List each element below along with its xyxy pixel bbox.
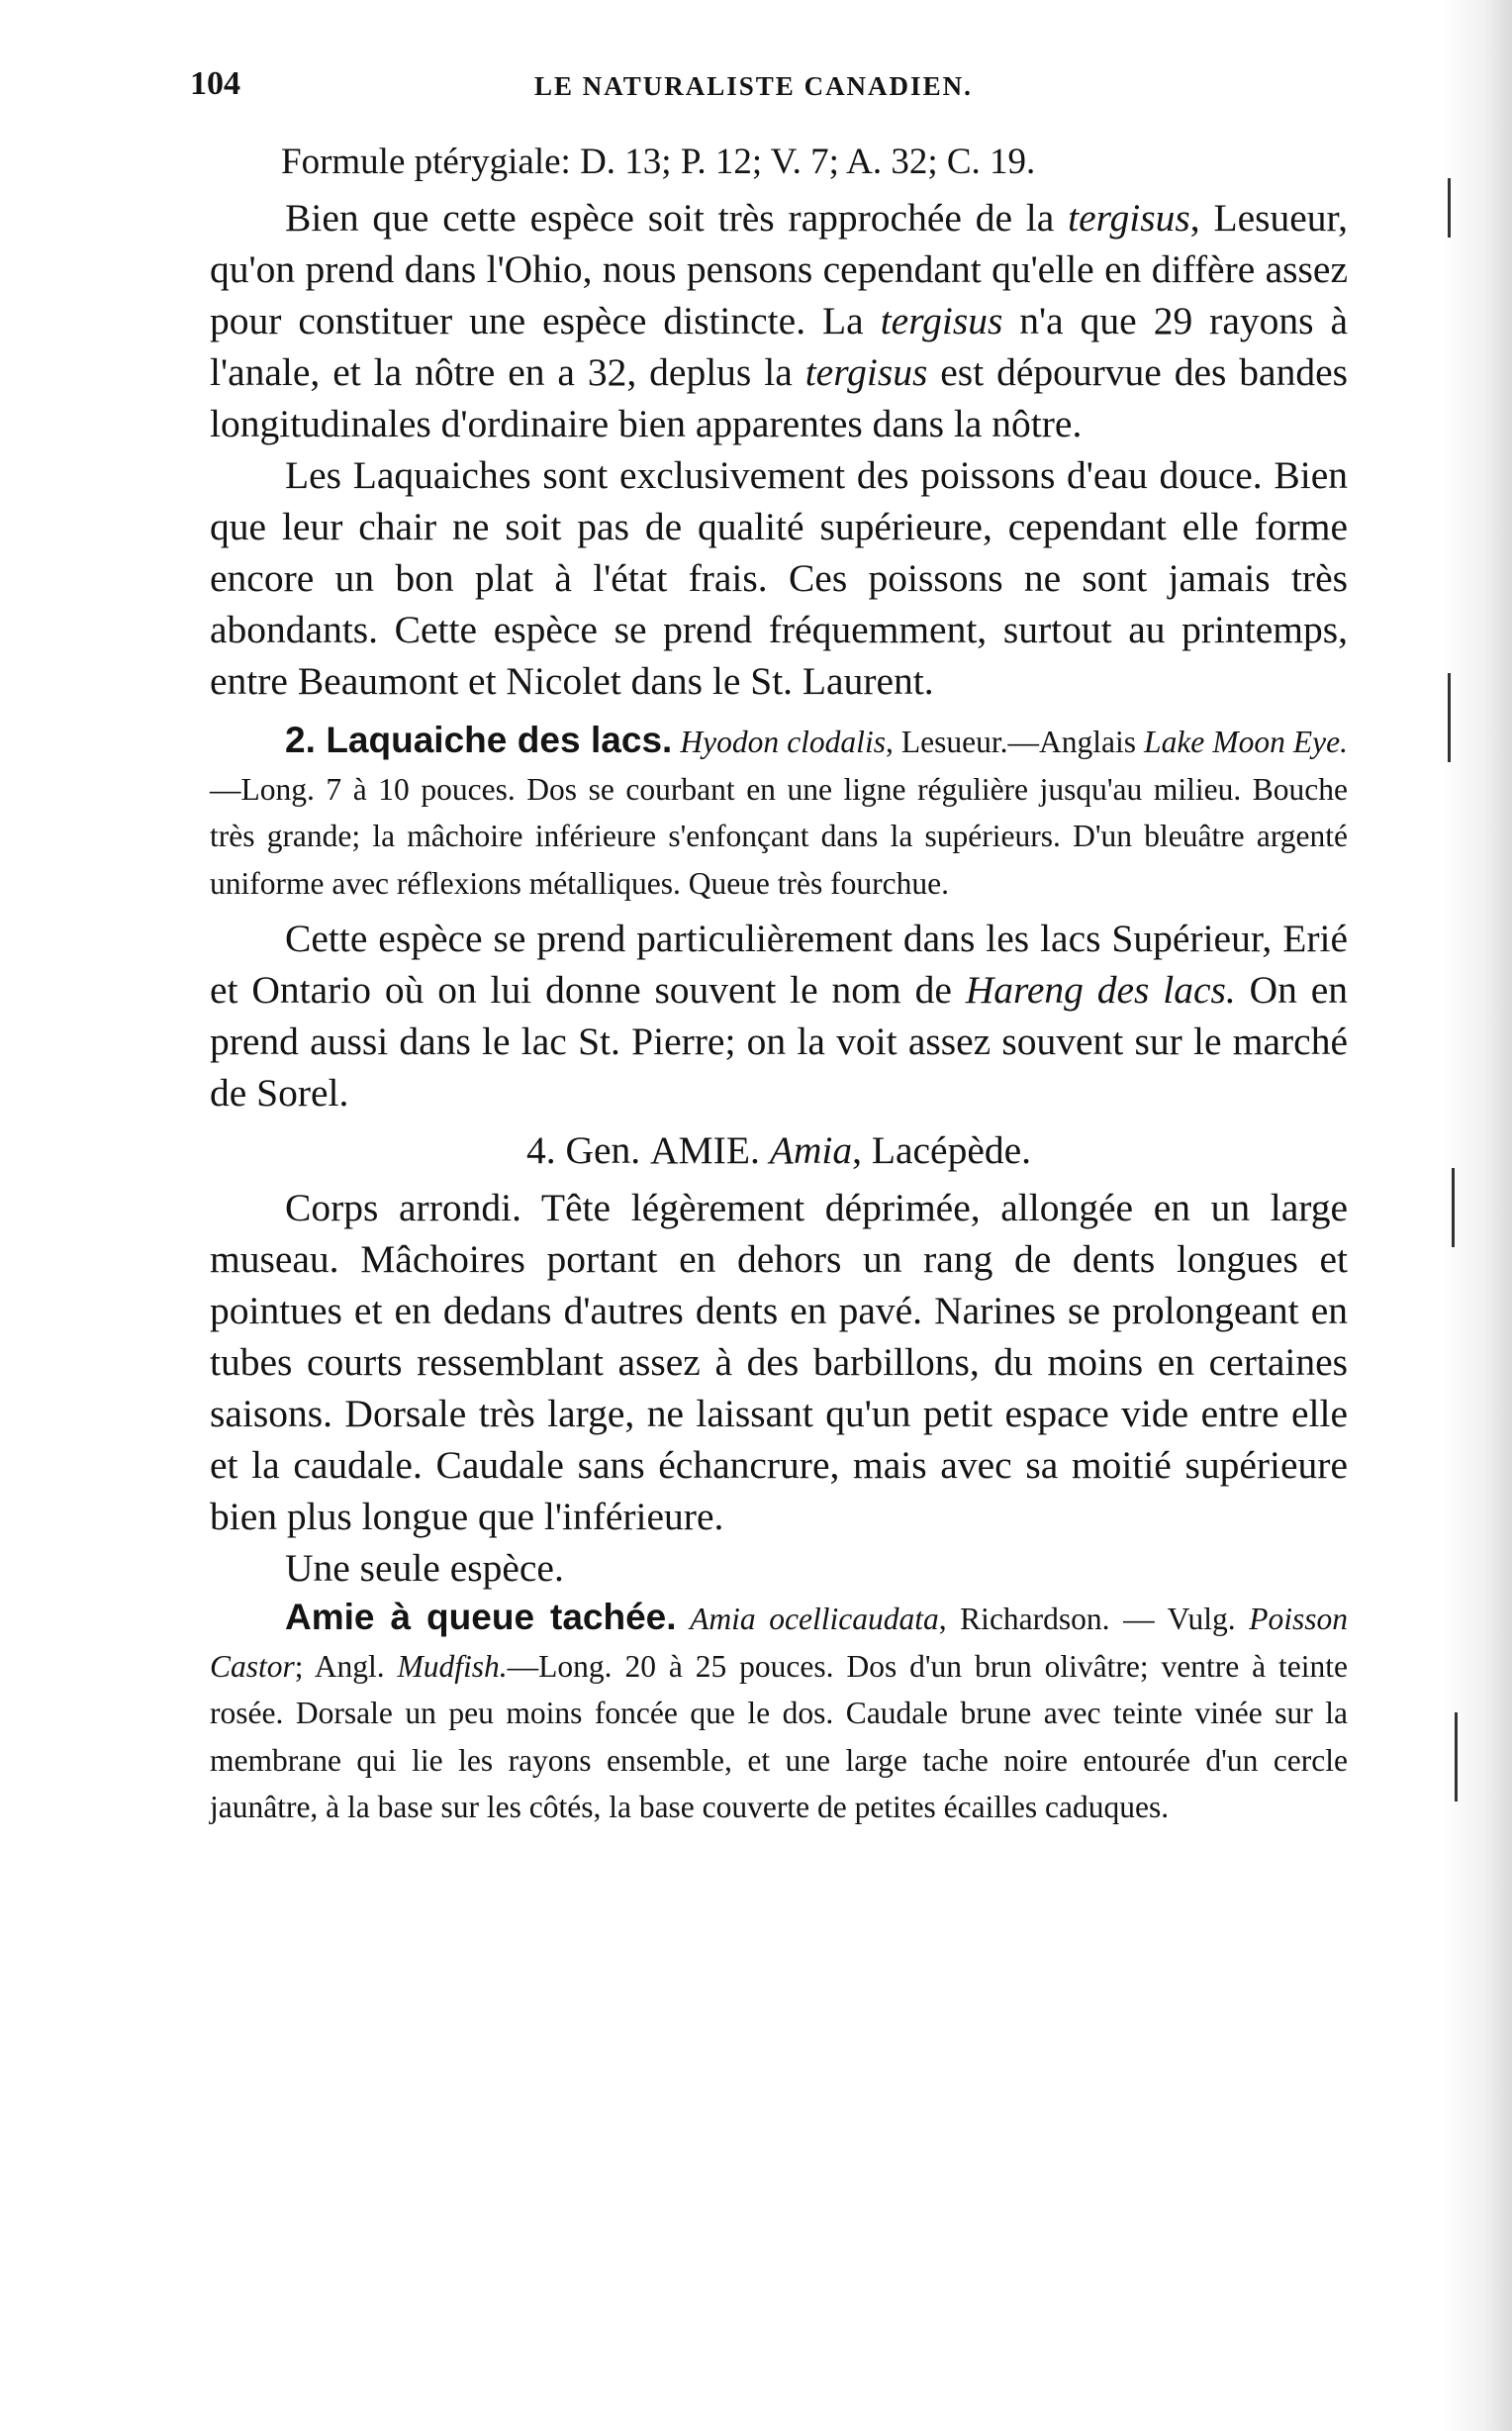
edge-mark — [1448, 178, 1451, 238]
genus-number: 4. Gen. — [525, 1128, 651, 1172]
genus-latin: Amia — [769, 1128, 853, 1172]
edge-mark — [1448, 673, 1451, 762]
text-run: , Richardson. — Vulg. — [938, 1602, 1250, 1636]
species-heading: 2. Laquaiche des lacs. — [285, 720, 673, 760]
italic-term: tergisus — [880, 299, 1003, 342]
text-run: Bien que cette espèce soit très rapprochée de la — [285, 196, 1069, 240]
species-laquaiche-des-lacs — [210, 717, 1348, 907]
italic-term: tergisus — [804, 350, 928, 394]
running-head — [190, 65, 1348, 111]
text-run: ; Angl. — [294, 1648, 398, 1684]
paragraph-laquaiches: Les Laquaiches sont exclusivement des poissons d'eau douce. Bien que leur chair ne soit pas de qualité supérieure, cependant elle forme encore un bon plat à l'état frais. Ces poissons ne sont jamais très abondants. Cette espèce se prend fréquemment, surtout au printemps, entre Beaumont et Nicolet dans le St. Laurent. — [210, 453, 1348, 703]
text-run: est dépourvue des bandes longitudinales d'ordinaire bien apparentes dans la nôtre. — [210, 350, 1348, 445]
page-body — [210, 137, 1348, 1831]
english-name: Mudfish. — [397, 1648, 508, 1684]
text-run: n'a que 29 rayons à l'anale, et la nôtre en a 32, deplus la — [210, 299, 1348, 394]
genus-name: AMIE. — [650, 1128, 760, 1172]
paragraph-amie-description: Corps arrondi. Tête légèrement déprimée, allongée en un large museau. Mâchoires portant en dehors un rang de dents longues et pointues et en dedans d'autres dents en pavé. Narines se prolongeant en tubes courts ressemblant assez à des barbillons, du moins en certaines saisons. Dorsale très large, ne laissant qu'un petit espace vide entre elle et la caudale. Caudale sans échancrure, mais avec sa moitié supérieure bien plus longue que l'inférieure. — [210, 1186, 1348, 1538]
english-name: Lake Moon Eye. — [1144, 725, 1348, 759]
text-run: Cette espèce se prend particulièrement dans les lacs Supérieur, Erié et Ontario où on lui donne souvent le nom de — [210, 917, 1348, 1012]
paragraph-single-species: Une seule espèce. — [285, 1546, 564, 1590]
vulgar-name: Poisson Castor — [210, 1602, 1349, 1684]
species-description: —Long. 20 à 25 pouces. Dos d'un brun olivâtre; ventre à teinte rosée. Dorsale un peu moins foncée que le dos. Caudale brune avec teinte vinée sur la membrane qui lie les rayons ensemble, et une large tache noire entourée d'un cercle jaunâtre, à la base sur les côtés, la base couverte de petites écailles caduques. — [210, 1648, 1348, 1824]
scientific-name: Amia ocellicaudata — [690, 1602, 939, 1636]
scientific-name: Hyodon clodalis — [680, 725, 886, 759]
text-run: On en prend aussi dans le lac St. Pierre; on la voit assez souvent sur le marché de Sorel. — [210, 968, 1349, 1115]
species-description: —Long. 7 à 10 pouces. Dos se courbant en une ligne régulière jusqu'au milieu. Bouche très grande; la mâchoire inférieure s'enfonçant dans la supérieurs. D'un bleuâtre argenté uniforme avec réflexions métalliques. Queue très fourchue. — [210, 771, 1348, 901]
text-run: , Lesueur.—Anglais — [885, 725, 1145, 759]
species-amie-a-queue-tachee — [210, 1594, 1348, 1831]
page-number: 104 — [190, 65, 240, 102]
pterygial-formula: Formule ptérygiale: D. 13; P. 12; V. 7; A. 32; C. 19. — [281, 142, 1036, 182]
species-heading: Amie à queue tachée. — [285, 1597, 677, 1637]
paragraph-hareng — [210, 913, 1348, 1118]
edge-mark — [1452, 1168, 1455, 1247]
edge-mark — [1455, 1712, 1458, 1801]
journal-title: LE NATURALISTE CANADIEN. — [534, 71, 973, 101]
italic-term: tergisus — [1068, 196, 1190, 240]
text-run: , Lesueur, qu'on prend dans l'Ohio, nous pensons cependant qu'elle en diffère assez pour constituer une espèce distincte. La — [210, 196, 1348, 342]
genus-heading — [210, 1124, 1348, 1176]
paragraph-tergisus — [210, 192, 1348, 449]
genus-author: , Lacépède. — [852, 1128, 1032, 1172]
italic-term: Hareng des lacs. — [965, 968, 1236, 1012]
